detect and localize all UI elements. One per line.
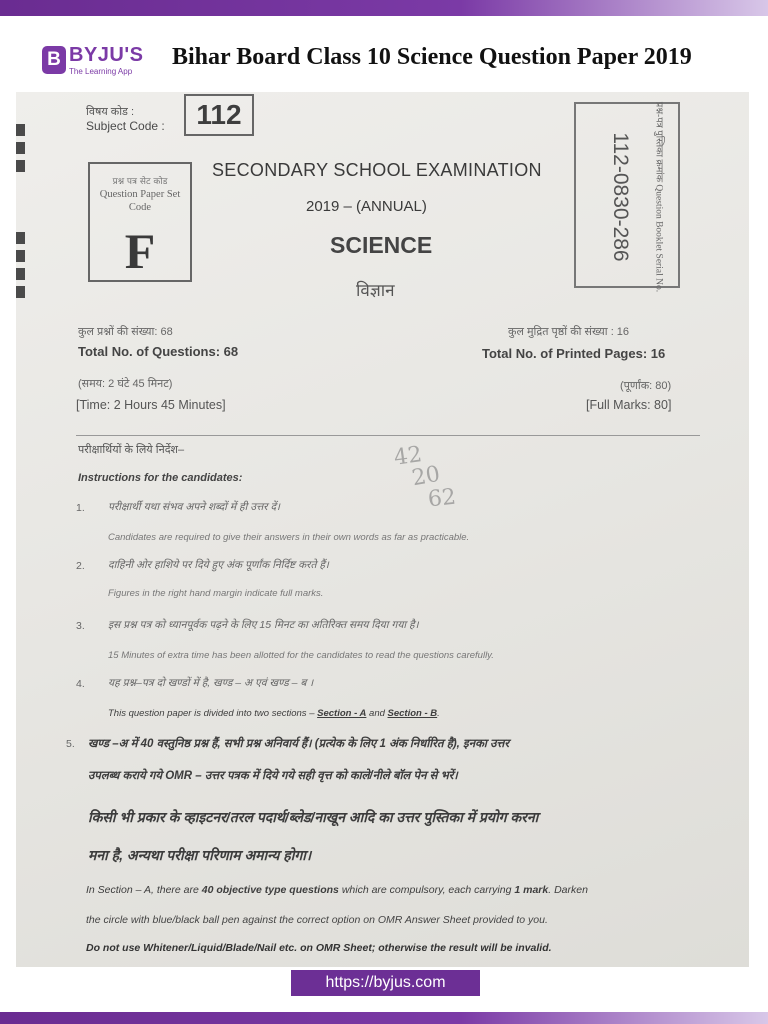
- total-questions-hindi: कुल प्रश्नों की संख्या: 68: [78, 326, 173, 338]
- instruction-hindi: इस प्रश्न पत्र को ध्यानपूर्वक पढ़ने के लिए 15 मिनट का अतिरिक्त समय दिया गया है।: [108, 619, 419, 631]
- subject-name-hindi: विज्ञान: [356, 281, 395, 300]
- brand-tagline: The Learning App: [69, 67, 133, 76]
- instruction-number: 3.: [76, 620, 85, 632]
- exam-year: 2019 – (ANNUAL): [306, 198, 427, 215]
- time-hindi: (समय: 2 घंटे 45 मिनट): [78, 378, 173, 390]
- top-accent-bar: [0, 0, 768, 16]
- scanned-question-paper: [16, 92, 749, 967]
- instruction-hindi: खण्ड –अ में 40 वस्तुनिष्ठ प्रश्न हैं, सभी प्रश्न अनिवार्य हैं। (प्रत्येक के लिए 1 अंक निर्धारित है), इनका उत्तर: [88, 738, 510, 750]
- handwritten-mark: 42: [392, 442, 424, 471]
- full-marks: [Full Marks: 80]: [586, 398, 672, 412]
- handwritten-mark: 20: [410, 461, 442, 492]
- subject-name: SCIENCE: [330, 232, 433, 258]
- set-code-label: Question Paper Set Code: [99, 189, 181, 213]
- subject-code-label: Subject Code :: [86, 119, 165, 133]
- instruction-hindi: उपलब्ध कराये गये OMR – उत्तर पत्रक में दिये गये सही वृत्त को काले/नीले बॉल पेन से भरें।: [88, 770, 458, 782]
- booklet-serial-box: [574, 101, 680, 293]
- booklet-serial-label: प्रश्न-पत्र पुस्तिका क्रमांक Question Booklet Serial No.: [653, 101, 664, 293]
- byjus-logo: [42, 44, 152, 80]
- instruction-number: 5.: [66, 738, 75, 750]
- divider: [76, 435, 700, 436]
- instruction-english: This question paper is divided into two sections – Section - A and Section - B.: [108, 708, 440, 719]
- set-code-letter: F: [124, 223, 156, 279]
- instruction-hindi: किसी भी प्रकार के व्हाइटनर/तरल पदार्थ/ब्लेड/नाखून आदि का उत्तर पुस्तिका में प्रयोग करना: [88, 809, 539, 825]
- exam-time: [Time: 2 Hours 45 Minutes]: [76, 398, 226, 412]
- footer-url[interactable]: https://byjus.com: [291, 970, 480, 996]
- instruction-english: 15 Minutes of extra time has been allotted for the candidates to read the questions carefully.: [108, 650, 494, 661]
- booklet-serial-number: 112-0830-286: [609, 132, 632, 262]
- set-code-box: [88, 162, 192, 282]
- instruction-number: 4.: [76, 678, 85, 690]
- instructions-heading: Instructions for the candidates:: [78, 472, 243, 484]
- instruction-hindi: दाहिनी ओर हाशिये पर दिये हुए अंक पूर्णांक निर्दिष्ट करते हैं।: [108, 559, 329, 571]
- instruction-hindi: मना है, अन्यथा परीक्षा परिणाम अमान्य होगा।: [88, 847, 312, 863]
- printed-pages: Total No. of Printed Pages: 16: [482, 346, 666, 361]
- instruction-english: In Section – A, there are 40 objective type questions which are compulsory, each carrying 1 mark. Darken: [86, 884, 588, 896]
- full-marks-hindi: (पूर्णांक: 80): [620, 380, 672, 392]
- instruction-english: Candidates are required to give their answers in their own words as far as practicable.: [108, 532, 470, 543]
- instruction-english: the circle with blue/black ball pen against the correct option on OMR Answer Sheet provided to you.: [86, 914, 548, 926]
- set-code-label-hindi: प्रश्न पत्र सेट कोड: [112, 177, 168, 187]
- exam-name: SECONDARY SCHOOL EXAMINATION: [212, 160, 542, 180]
- brand-name: BYJU'S: [69, 44, 144, 66]
- page-title: Bihar Board Class 10 Science Question Paper 2019: [172, 44, 692, 70]
- total-questions: Total No. of Questions: 68: [78, 344, 239, 359]
- instruction-english: Figures in the right hand margin indicate full marks.: [108, 588, 324, 599]
- printed-pages-hindi: कुल मुद्रित पृष्ठों की संख्या : 16: [508, 326, 630, 338]
- handwritten-mark: 62: [426, 484, 458, 513]
- instruction-hindi: परीक्षार्थी यथा संभव अपने शब्दों में ही उत्तर दें।: [108, 501, 281, 513]
- instruction-number: 1.: [76, 502, 85, 514]
- bottom-accent-bar: [0, 1012, 768, 1024]
- instruction-english: Do not use Whitener/Liquid/Blade/Nail etc. on OMR Sheet; otherwise the result will be invalid.: [86, 942, 552, 954]
- subject-code-box: 112: [184, 94, 254, 136]
- instruction-number: 2.: [76, 560, 85, 572]
- instruction-hindi: यह प्रश्न–पत्र दो खण्डों में है, खण्ड – अ एवं खण्ड – ब ।: [108, 677, 314, 689]
- instructions-heading-hindi: परीक्षार्थियों के लिये निर्देश–: [78, 444, 185, 456]
- brand-letter: B: [42, 46, 66, 74]
- subject-code-label-hindi: विषय कोड :: [86, 106, 135, 118]
